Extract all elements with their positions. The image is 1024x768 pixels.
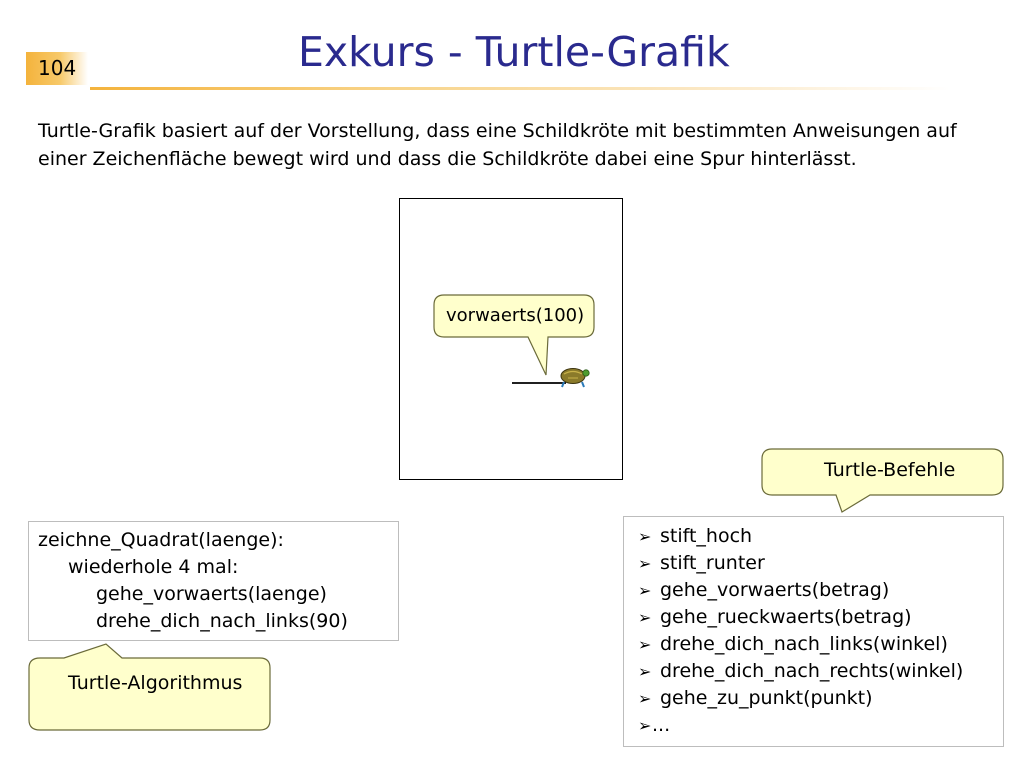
algorithm-box (28, 521, 399, 641)
turtle-scene (400, 199, 622, 479)
turtle-befehle-callout (760, 447, 1006, 515)
commands-box (623, 516, 1004, 747)
arrow-bullet-icon: ➢ (638, 581, 652, 600)
command-item: ➢ stift_runter (638, 550, 1003, 577)
arrow-bullet-icon: ➢ (638, 689, 652, 708)
arrow-bullet-icon: ➢ (638, 662, 652, 681)
command-item: ➢ gehe_zu_punkt(punkt) (638, 685, 1003, 712)
command-item: ➢... (638, 712, 1003, 739)
page-title: Exkurs - Turtle-Grafik (298, 28, 730, 76)
arrow-bullet-icon: ➢ (638, 527, 652, 546)
slide-number: 104 (26, 52, 88, 85)
arrow-bullet-icon: ➢ (638, 716, 652, 735)
intro-paragraph: Turtle-Grafik basiert auf der Vorstellung, dass eine Schildkröte mit bestimmten Anweisungen auf einer Zeichenfläche bewegt wird und dass die Schildkröte dabei eine Spur hinterlässt. (38, 120, 957, 170)
arrow-bullet-icon: ➢ (638, 554, 652, 573)
command-item: ➢ stift_hoch (638, 523, 1003, 550)
turtle-befehle-label: Turtle-Befehle (824, 459, 956, 481)
arrow-bullet-icon: ➢ (638, 608, 652, 627)
command-item: ➢ gehe_rueckwaerts(betrag) (638, 604, 1003, 631)
algorithm-line: gehe_vorwaerts(laenge) (96, 583, 327, 605)
turtle-algorithmus-label: Turtle-Algorithmus (68, 672, 243, 694)
algorithm-line: wiederhole 4 mal: (68, 556, 239, 578)
title-underline (90, 87, 950, 90)
turtle-icon (561, 369, 589, 388)
arrow-bullet-icon: ➢ (638, 635, 652, 654)
algorithm-line: drehe_dich_nach_links(90) (96, 610, 348, 632)
algorithm-line: zeichne_Quadrat(laenge): (38, 529, 284, 551)
turtle-canvas (399, 198, 623, 480)
command-item: ➢ drehe_dich_nach_rechts(winkel) (638, 658, 1003, 685)
command-item: ➢ drehe_dich_nach_links(winkel) (638, 631, 1003, 658)
command-item: ➢ gehe_vorwaerts(betrag) (638, 577, 1003, 604)
vorwaerts-callout-text: vorwaerts(100) (446, 305, 585, 326)
